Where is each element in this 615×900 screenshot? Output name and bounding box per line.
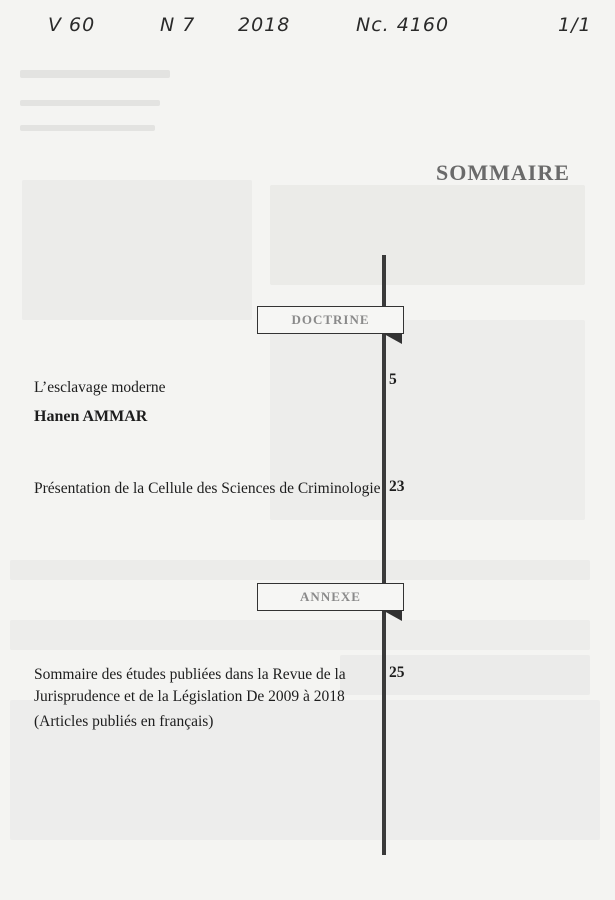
entry-title-line: Sommaire des études publiées dans la Revue de la xyxy=(34,666,346,683)
entry-page-number: 5 xyxy=(389,371,397,388)
handwritten-number: N 7 xyxy=(160,14,196,36)
entry-title: L’esclavage moderne xyxy=(34,379,166,396)
section-header-doctrine: DOCTRINE xyxy=(257,306,404,334)
bleed-through xyxy=(10,620,590,650)
page-title: SOMMAIRE xyxy=(436,160,570,185)
bleed-through xyxy=(20,70,170,78)
section-flag xyxy=(384,334,402,344)
handwritten-reference: Nc. 4160 xyxy=(356,14,450,36)
section-header-annexe: ANNEXE xyxy=(257,583,404,611)
handwritten-page-count: 1/1 xyxy=(558,14,592,36)
bleed-through xyxy=(20,100,160,106)
bleed-through xyxy=(340,655,590,695)
timeline-spine xyxy=(382,255,386,855)
entry-title-line: (Articles publiés en français) xyxy=(34,713,214,730)
entry-title-line: Jurisprudence et de la Législation De 2009 à 2018 xyxy=(34,688,345,705)
bleed-through xyxy=(10,560,590,580)
entry-title: Présentation de la Cellule des Sciences de Criminologie xyxy=(34,480,381,497)
handwritten-volume: V 60 xyxy=(48,14,96,36)
bleed-through xyxy=(20,125,155,131)
entry-page-number: 25 xyxy=(389,664,405,681)
bleed-through xyxy=(22,180,252,320)
entry-page-number: 23 xyxy=(389,478,405,495)
section-flag xyxy=(384,611,402,621)
entry-author: Hanen AMMAR xyxy=(34,408,148,425)
bleed-through xyxy=(270,185,585,285)
handwritten-year: 2018 xyxy=(238,14,291,36)
